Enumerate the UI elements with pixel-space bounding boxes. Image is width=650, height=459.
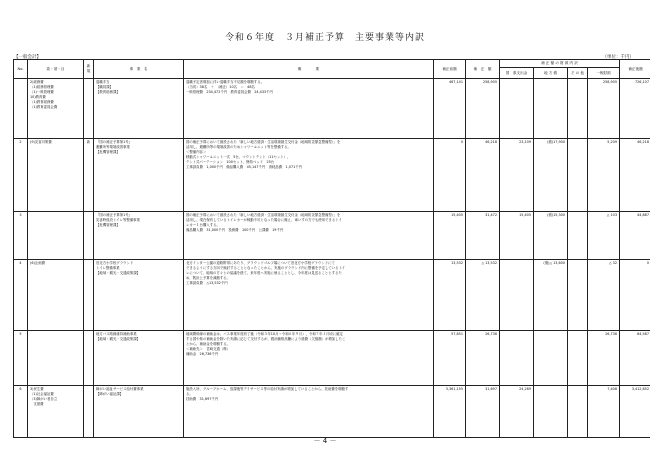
summary-cell-line: 補助金 26,736千円 (186, 351, 219, 356)
summary-cell-line: 国の補正予算において創設された「新しい地方経済・生活環境創生交付金（地域防災緊急整備型）」を (186, 140, 341, 145)
project-cell (94, 331, 184, 386)
other-cell (568, 386, 588, 438)
dept-cell-line: (6)企画費 (30, 261, 45, 266)
unit-label: （単位：千円） (602, 55, 634, 60)
dept-cell (28, 386, 84, 438)
new-flag (84, 260, 94, 331)
project-cell-line: 『国の補正予算第1号』 (96, 213, 133, 218)
national-cell: 23,109 (500, 139, 534, 212)
header-pre-budget: 補正前額 (434, 60, 466, 79)
project-cell (94, 79, 184, 139)
summary-cell-line: レカー１台購入する。 (186, 223, 220, 228)
summary-cell-line: 退職予定者増加に伴い退職手当不足額を増額する。 (186, 80, 264, 85)
project-cell-line: 地方バス路線維持補助事業 (96, 332, 137, 337)
general-cell: 7,408 (588, 386, 620, 438)
header-general: 一般財源 (588, 68, 620, 79)
pre-budget-cell: 13,532 (434, 260, 466, 331)
summary-cell-line: 扶助費 31,697千円 (186, 397, 219, 402)
new-flag: 新 (84, 139, 94, 212)
table-row (14, 386, 650, 438)
header-other: そ の 他 (568, 68, 588, 79)
summary-cell-line: 備品購入費 31,000千円 役務費 100千円 公課費 19千円 (186, 228, 284, 233)
national-cell (500, 260, 534, 331)
summary-cell (184, 331, 434, 386)
project-cell-line: 【教育総務課】 (96, 90, 120, 95)
table-row (14, 79, 650, 139)
pre-budget-cell: 467,141 (434, 79, 466, 139)
project-cell-line: 【職員課】 (96, 85, 113, 90)
summary-cell (184, 139, 434, 212)
project-cell-line: 【危機管理課】 (96, 150, 120, 155)
local-bond-cell: (債)△ 13,600 (534, 260, 568, 331)
page-number: － 4 － (313, 437, 337, 445)
pre-budget-cell: 15,405 (434, 212, 466, 260)
dept-cell-line: （1)教育総務費 (30, 99, 54, 104)
row-no: 5 (14, 331, 28, 386)
dept-cell-line: (9)災害対策費 (30, 140, 52, 145)
header-revision: 補 正 額 (466, 60, 500, 79)
header-new: 新規 (84, 60, 94, 79)
project-cell-line: 避難所等環境改善事業 (96, 145, 130, 150)
dept-cell (28, 139, 84, 212)
local-bond-cell (534, 79, 568, 139)
new-flag (84, 212, 94, 260)
national-cell (500, 331, 534, 386)
project-cell (94, 260, 184, 331)
post-budget-cell: 726,107 (620, 79, 650, 139)
summary-cell-line: レについて、地域の方々との協議を経て、来年度へ実施に係ることとし、今年度は見送ることとするた (186, 271, 342, 276)
summary-cell-line: 北方インター公園の道路附帯にあたり、グラウンドゴルフ場について旧北方小学校グラウンドにて (186, 261, 335, 266)
summary-cell (184, 79, 434, 139)
project-cell-line: 災害時仮設トイレ等整備事業 (96, 218, 140, 223)
summary-cell-line: 活用し、現在保有しているトイレカーが稼動不可となった場合に備え、車いすの方でも使用できるトイ (186, 218, 342, 223)
header-no: No. (14, 60, 28, 79)
summary-cell-line: （当初）38名 ＋ （補正）10名 ＝ 48名 (186, 85, 255, 90)
revision-cell: 31,472 (466, 212, 500, 260)
summary-cell (184, 260, 434, 331)
post-budget-cell: 46,218 (620, 139, 650, 212)
revision-cell: 46,218 (466, 139, 500, 212)
table-row (14, 331, 650, 386)
dept-cell-line: （3)障がい者自立 (30, 397, 58, 402)
summary-cell-line: テント式パーテーション 100セット、簡易ベッド 25台 (186, 159, 275, 164)
post-budget-cell: 44,887 (620, 212, 650, 260)
header-summary: 概 要 (184, 60, 434, 79)
project-cell-line: 【障がい福祉課】 (96, 392, 124, 397)
dept-cell-line: 支援費 (30, 402, 44, 407)
local-bond-cell: (債)15,300 (534, 212, 568, 260)
other-cell (568, 79, 588, 139)
summary-cell (184, 386, 434, 438)
new-flag (84, 386, 94, 438)
row-no: 2 (14, 139, 28, 212)
row-no: 3 (14, 212, 28, 260)
post-budget-cell: 84,587 (620, 331, 650, 386)
summary-cell-line: 施設入所、グループホーム、放課後等デイサービス等の給付実績が増加していることから、扶助費を増額す (186, 387, 349, 392)
revision-cell: 26,736 (466, 331, 500, 386)
summary-cell-line: できるようにする方向で検討することとなったことから、実施のグラウンド内に整備を予定しているトイ (186, 266, 346, 271)
table-row (14, 139, 650, 212)
summary-cell-line: 地域間幹線の補助金は、バス事業年度終了後（令和５年10月〜令和６年９月）、令和７年１月頃に確定 (186, 332, 343, 337)
summary-cell-line: 活用し、避難所等の環境改善のためシャワーユニット等を整備する。 (186, 145, 291, 150)
project-cell-line: 【地域・観光・交通政策課】 (96, 271, 141, 276)
summary-cell-line: 工事請負費 1,000千円 備品購入費 45,147千円 消耗品費 1,071千円 (186, 164, 303, 169)
summary-cell-line: 工事請負費 △13,532千円 (186, 280, 228, 285)
general-cell: △ 32 (588, 260, 620, 331)
project-cell (94, 386, 184, 438)
summary-cell-line: する国や県の補助金を除いた実績に応じて交付するが、燃油価格高騰により経費（欠損額）が増加したこ (186, 337, 346, 342)
summary-cell-line: 一般管理費 234,472千円 教育委員会費 24,433千円 (186, 90, 273, 95)
project-cell-line: 退職手当 (96, 80, 110, 85)
dept-cell-line: 2)総務費 (30, 80, 44, 85)
project-cell-line: トイレ整備事業 (96, 266, 120, 271)
project-cell (94, 139, 184, 212)
pre-budget-cell: 3,361,155 (434, 386, 466, 438)
summary-cell-line: とから、補助金を増額する。 (186, 342, 231, 347)
project-cell-line: 【危機管理課】 (96, 223, 120, 228)
page-title: 令和６年度 ３月補正予算 主要事業等内訳 (224, 33, 425, 43)
dept-cell (28, 212, 84, 260)
new-flag (84, 331, 94, 386)
project-cell (94, 212, 184, 260)
dept-cell (28, 331, 84, 386)
local-bond-cell: (債)17,900 (534, 139, 568, 212)
table-row (14, 212, 650, 260)
revision-cell: 31,697 (466, 386, 500, 438)
project-cell-line: 『国の補正予算第1号』 (96, 140, 133, 145)
other-cell (568, 212, 588, 260)
account-label: 【一般会計】 (14, 55, 41, 60)
budget-table (13, 59, 650, 438)
summary-cell (184, 212, 434, 260)
summary-cell-line: め、既計上予算を減額する。 (186, 276, 230, 281)
new-flag (84, 79, 94, 139)
project-cell-line: 【地域・観光・交通政策課】 (96, 337, 141, 342)
header-post-budget: 補正後額 (620, 60, 650, 79)
project-cell-line: 旧北方小学校グラウンド (96, 261, 134, 266)
national-cell (500, 79, 534, 139)
header-dept: 款・項・目 (28, 60, 84, 79)
header-local-bond: 地 方 債 (534, 68, 568, 79)
dept-cell-line: （1)一般管理費 (30, 90, 54, 95)
revision-cell: △ 13,532 (466, 260, 500, 331)
dept-cell-line: （1)社会福祉費 (30, 392, 54, 397)
pre-budget-cell: 0 (434, 139, 466, 212)
dept-cell-line: （1)教育委員会費 (30, 104, 58, 109)
local-bond-cell (534, 386, 568, 438)
header-project: 事 業 名 (94, 60, 184, 79)
revision-cell: 258,905 (466, 79, 500, 139)
other-cell (568, 331, 588, 386)
row-no: 6 (14, 386, 28, 438)
general-cell: 26,736 (588, 331, 620, 386)
dept-cell (28, 260, 84, 331)
general-cell: 5,209 (588, 139, 620, 212)
summary-cell-line: ＜補助先＞ 宮崎交通（株） (186, 347, 231, 352)
dept-cell-line: 10)教育費 (30, 95, 46, 100)
other-cell (568, 260, 588, 331)
local-bond-cell (534, 331, 568, 386)
dept-cell (28, 79, 84, 139)
dept-cell-line: 3)民生費 (30, 387, 44, 392)
project-cell-line: 障がい福祉サービス給付費事業 (96, 387, 144, 392)
summary-cell-line: 移動式シャワーユニット一式 5台、マウントテント（11セット）、 (186, 155, 291, 160)
national-cell: 15,405 (500, 212, 534, 260)
post-budget-cell: 0 (620, 260, 650, 331)
summary-cell-line: ＜整備内容＞ (186, 150, 207, 155)
general-cell: △ 103 (588, 212, 620, 260)
summary-cell-line: る。 (186, 392, 193, 397)
row-no (14, 79, 28, 139)
post-budget-cell: 3,412,852 (620, 386, 650, 438)
national-cell: 24,289 (500, 386, 534, 438)
row-no: 4 (14, 260, 28, 331)
other-cell (568, 139, 588, 212)
general-cell: 258,905 (588, 79, 620, 139)
table-row (14, 260, 650, 331)
summary-cell-line: 国の補正予算において創設された「新しい地方経済・生活環境創生交付金（地域防災緊急整備型）」を (186, 213, 341, 218)
header-national: 国 県支出金 (500, 68, 534, 79)
pre-budget-cell: 57,851 (434, 331, 466, 386)
header-breakdown: 補 正 額 の 財 源 内 訳 (500, 60, 620, 68)
dept-cell-line: （1)総務管理費 (30, 85, 54, 90)
